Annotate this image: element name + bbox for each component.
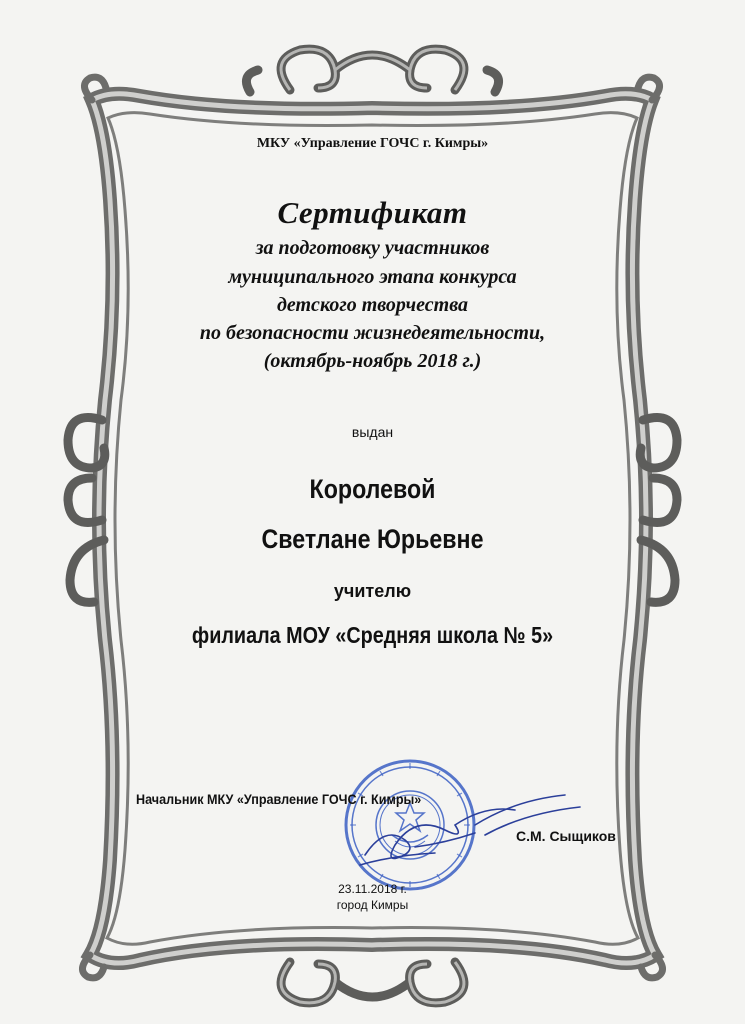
recipient-surname: Королевой bbox=[309, 474, 436, 504]
organization-header: МКУ «Управление ГОЧС г. Кимры» bbox=[256, 136, 489, 151]
issued-label: выдан bbox=[351, 424, 394, 440]
description-line-5: (октябрь-ноябрь 2018 г.) bbox=[263, 350, 482, 372]
signatory-position: Начальник МКУ «Управление ГОЧС г. Кимры» bbox=[136, 791, 422, 807]
description-line-1: за подготовку участников bbox=[255, 237, 490, 259]
description-line-3: детского творчества bbox=[276, 294, 469, 316]
description-line-4: по безопасности жизнедеятельности, bbox=[199, 322, 546, 344]
issue-date: 23.11.2018 г. bbox=[338, 882, 407, 896]
certificate-title: Сертификат bbox=[277, 195, 468, 230]
issue-city: город Кимры bbox=[336, 898, 409, 912]
signatory-name: С.М. Сыщиков bbox=[516, 828, 616, 844]
description-line-2: муниципального этапа конкурса bbox=[228, 266, 517, 288]
recipient-position: учителю bbox=[333, 581, 412, 601]
recipient-name: Светлане Юрьевне bbox=[261, 524, 484, 554]
recipient-school: филиала МОУ «Средняя школа № 5» bbox=[191, 622, 554, 648]
